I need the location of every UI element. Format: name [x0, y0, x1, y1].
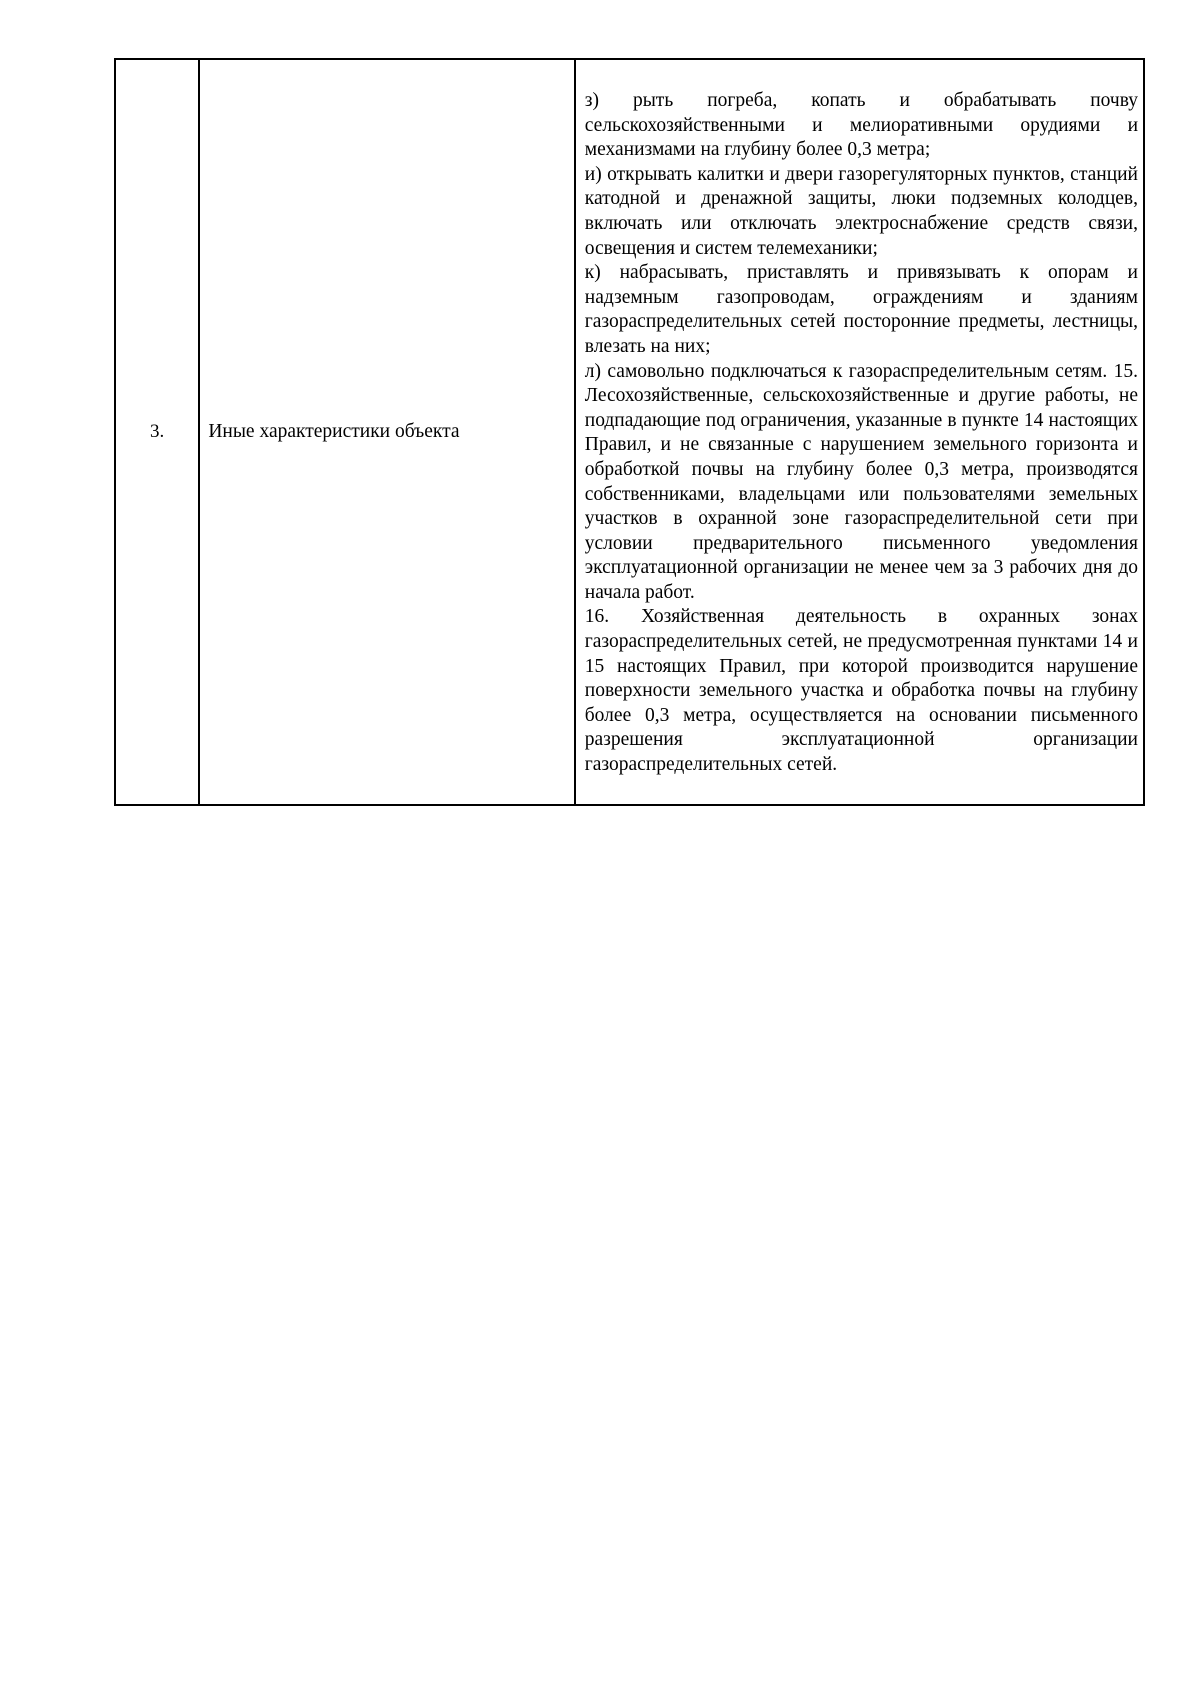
characteristic-name: Иные характеристики объекта	[208, 420, 460, 442]
restriction-paragraph-z: з) рыть погреба, копать и обрабатывать почву сельскохозяйственными и мелиоративными орудиями и механизмами на глубину более 0,3 метра;	[584, 90, 1138, 161]
rule-paragraph-16: 16. Хозяйственная деятельность в охранных зонах газораспределительных сетей, не предусмотренная пунктами 14 и 15 настоящих Правил, при которой производится нарушение поверхности земельного участка и обработка почвы на глубину более 0,3 метра, осуществляется на основании письменного разрешения эксплуатационной организации газораспределительных сетей.	[584, 606, 1138, 776]
characteristic-value-cell	[575, 59, 1144, 805]
characteristic-name-cell	[199, 59, 574, 805]
row-number-cell	[115, 59, 199, 805]
restriction-paragraph-i: и) открывать калитки и двери газорегуляторных пунктов, станций катодной и дренажной защиты, люки подземных колодцев, включать или отключать электроснабжение средств связи, освещения и систем телемеханики;	[584, 163, 1138, 259]
row-number: 3.	[150, 420, 165, 442]
table-row	[115, 59, 1144, 805]
restriction-paragraph-k: к) набрасывать, приставлять и привязывать к опорам и надземным газопроводам, ограждениям и зданиям газораспределительных сетей посторонние предметы, лестницы, влезать на них;	[584, 262, 1138, 357]
restriction-paragraph-l: л) самовольно подключаться к газораспределительным сетям. 15. Лесохозяйственные, сельскохозяйственные и другие работы, не подпадающие под ограничения, указанные в пункте 14 настоящих Правил, и не связанные с нарушением земельного горизонта и обработкой почвы на глубину более 0,3 метра, производятся собственниками, владельцами или пользователями земельных участков в охранной зоне газораспределительной сети при условии предварительного письменного уведомления эксплуатационной организации не менее чем за 3 рабочих дня до начала работ.	[584, 360, 1138, 603]
characteristics-table	[114, 58, 1145, 806]
